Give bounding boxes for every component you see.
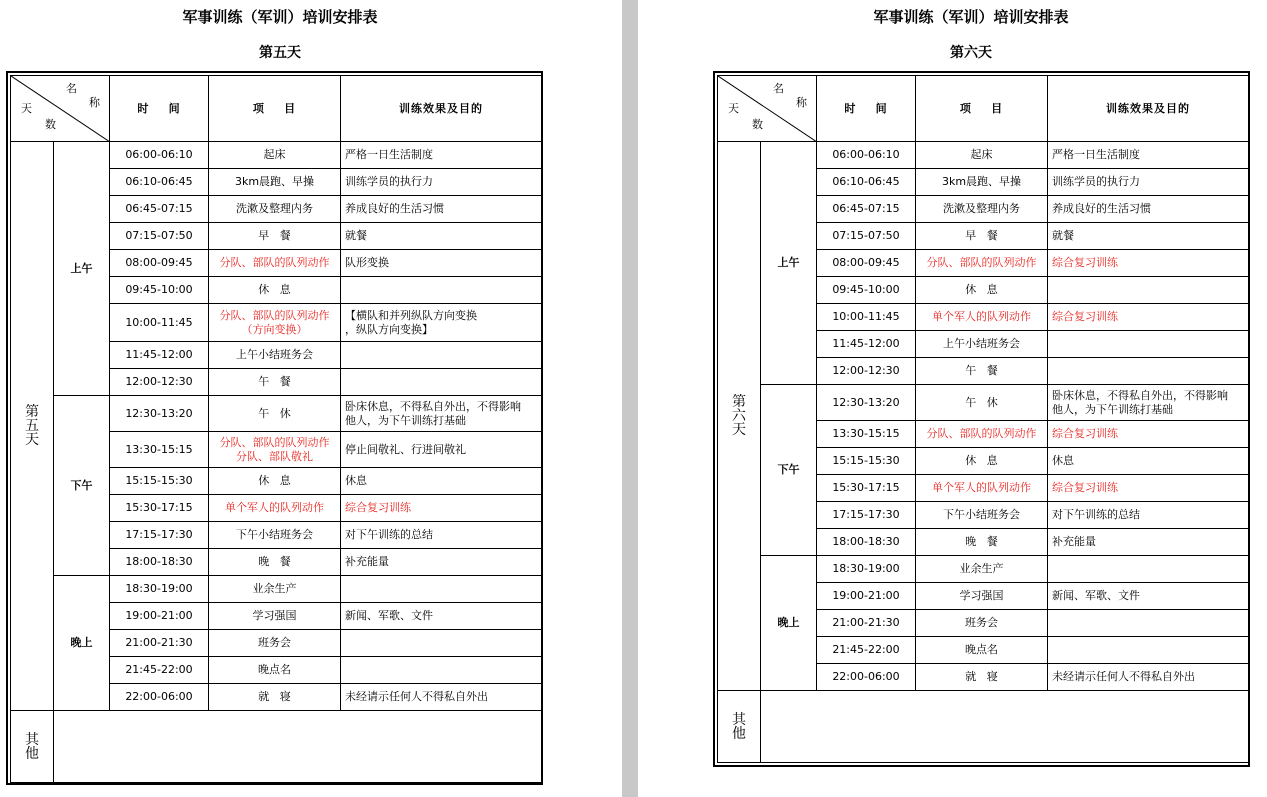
item-cell: 晚点名 <box>209 657 341 684</box>
item-cell: 午 休 <box>916 385 1048 421</box>
effect-cell: 严格一日生活制度 <box>341 142 542 169</box>
time-cell: 09:45-10:00 <box>817 277 916 304</box>
day-label: 第 五 天 <box>11 142 54 711</box>
time-cell: 21:45-22:00 <box>817 637 916 664</box>
time-cell: 22:00-06:00 <box>110 684 209 711</box>
effect-cell: 对下午训练的总结 <box>1048 502 1249 529</box>
document-title: 军事训练（军训）培训安排表 <box>182 8 378 26</box>
effect-cell: 未经请示任何人不得私自外出 <box>1048 664 1249 691</box>
schedule-table <box>10 75 542 783</box>
period-evening: 晚上 <box>54 576 110 711</box>
time-cell: 06:00-06:10 <box>110 142 209 169</box>
item-cell: 晚点名 <box>916 637 1048 664</box>
time-cell: 07:15-07:50 <box>817 223 916 250</box>
time-cell: 08:00-09:45 <box>817 250 916 277</box>
item-cell: 学习强国 <box>916 583 1048 610</box>
header-time: 时 间 <box>817 76 916 142</box>
effect-cell <box>1048 556 1249 583</box>
header-time: 时 间 <box>110 76 209 142</box>
effect-cell: 综合复习训练 <box>341 495 542 522</box>
item-cell: 晚 餐 <box>209 549 341 576</box>
effect-cell: 休息 <box>1048 448 1249 475</box>
item-cell: 单个军人的队列动作 <box>209 495 341 522</box>
effect-cell: 对下午训练的总结 <box>341 522 542 549</box>
effect-cell: 严格一日生活制度 <box>1048 142 1249 169</box>
time-cell: 12:30-13:20 <box>817 385 916 421</box>
effect-cell: 【横队和并列纵队方向变换 ，纵队方向变换】 <box>341 304 542 342</box>
time-cell: 21:45-22:00 <box>110 657 209 684</box>
time-cell: 11:45-12:00 <box>817 331 916 358</box>
effect-cell: 补充能量 <box>341 549 542 576</box>
time-cell: 08:00-09:45 <box>110 250 209 277</box>
item-cell: 起床 <box>916 142 1048 169</box>
item-cell: 休 息 <box>916 277 1048 304</box>
time-cell: 06:10-06:45 <box>110 169 209 196</box>
item-cell: 分队、部队的队列动作 （方向变换） <box>209 304 341 342</box>
corner-label-tian: 天 <box>728 102 739 115</box>
header-effect: 训练效果及目的 <box>1048 76 1249 142</box>
item-cell: 班务会 <box>209 630 341 657</box>
document-title: 军事训练（军训）培训安排表 <box>873 8 1069 26</box>
schedule-table-frame <box>6 71 543 785</box>
item-cell: 早 餐 <box>916 223 1048 250</box>
time-cell: 17:15-17:30 <box>817 502 916 529</box>
item-cell: 分队、部队的队列动作 <box>916 421 1048 448</box>
header-item: 项 目 <box>916 76 1048 142</box>
effect-cell <box>341 630 542 657</box>
effect-cell: 新闻、军歌、文件 <box>341 603 542 630</box>
effect-cell <box>341 277 542 304</box>
time-cell: 15:30-17:15 <box>110 495 209 522</box>
time-cell: 17:15-17:30 <box>110 522 209 549</box>
effect-cell: 综合复习训练 <box>1048 304 1249 331</box>
time-cell: 09:45-10:00 <box>110 277 209 304</box>
time-cell: 18:30-19:00 <box>110 576 209 603</box>
item-cell: 洗漱及整理内务 <box>916 196 1048 223</box>
corner-label-shu: 数 <box>752 118 763 131</box>
item-cell: 分队、部队的队列动作 分队、部队敬礼 <box>209 432 341 468</box>
item-cell: 下午小结班务会 <box>209 522 341 549</box>
corner-label-cheng: 称 <box>796 96 807 109</box>
day-title: 第六天 <box>950 45 992 61</box>
effect-cell <box>1048 277 1249 304</box>
time-cell: 15:15-15:30 <box>110 468 209 495</box>
time-cell: 18:00-18:30 <box>110 549 209 576</box>
item-cell: 晚 餐 <box>916 529 1048 556</box>
header-effect: 训练效果及目的 <box>341 76 542 142</box>
time-cell: 18:30-19:00 <box>817 556 916 583</box>
effect-cell: 队形变换 <box>341 250 542 277</box>
corner-label-shu: 数 <box>45 118 56 131</box>
item-cell: 午 休 <box>209 396 341 432</box>
effect-cell: 就餐 <box>341 223 542 250</box>
item-cell: 业余生产 <box>209 576 341 603</box>
effect-cell: 停止间敬礼、行进间敬礼 <box>341 432 542 468</box>
effect-cell: 卧床休息，不得私自外出，不得影响 他人，为下午训练打基础 <box>341 396 542 432</box>
effect-cell: 卧床休息，不得私自外出，不得影响 他人，为下午训练打基础 <box>1048 385 1249 421</box>
item-cell: 单个军人的队列动作 <box>916 475 1048 502</box>
time-cell: 06:00-06:10 <box>817 142 916 169</box>
item-cell: 单个军人的队列动作 <box>916 304 1048 331</box>
item-cell: 午 餐 <box>916 358 1048 385</box>
corner-label-tian: 天 <box>21 102 32 115</box>
item-cell: 班务会 <box>916 610 1048 637</box>
item-cell: 休 息 <box>916 448 1048 475</box>
effect-cell: 训练学员的执行力 <box>1048 169 1249 196</box>
page-divider <box>622 0 638 797</box>
effect-cell <box>1048 358 1249 385</box>
corner-label-cheng: 称 <box>89 96 100 109</box>
day-title: 第五天 <box>259 45 301 61</box>
item-cell: 下午小结班务会 <box>916 502 1048 529</box>
item-cell: 上午小结班务会 <box>209 342 341 369</box>
effect-cell <box>341 657 542 684</box>
item-cell: 3km晨跑、早操 <box>916 169 1048 196</box>
item-cell: 起床 <box>209 142 341 169</box>
effect-cell <box>341 576 542 603</box>
time-cell: 06:45-07:15 <box>817 196 916 223</box>
period-evening: 晚上 <box>761 556 817 691</box>
period-afternoon: 下午 <box>54 396 110 576</box>
effect-cell: 就餐 <box>1048 223 1249 250</box>
item-cell: 业余生产 <box>916 556 1048 583</box>
effect-cell <box>341 342 542 369</box>
item-cell: 上午小结班务会 <box>916 331 1048 358</box>
other-label: 其 他 <box>718 691 761 763</box>
effect-cell: 新闻、军歌、文件 <box>1048 583 1249 610</box>
effect-cell: 休息 <box>341 468 542 495</box>
item-cell: 就 寝 <box>916 664 1048 691</box>
period-afternoon: 下午 <box>761 385 817 556</box>
item-cell: 3km晨跑、早操 <box>209 169 341 196</box>
other-content-cell <box>54 711 542 783</box>
effect-cell: 综合复习训练 <box>1048 475 1249 502</box>
time-cell: 07:15-07:50 <box>110 223 209 250</box>
corner-label-name: 名 <box>773 82 784 95</box>
schedule-table-frame <box>713 71 1250 767</box>
effect-cell: 综合复习训练 <box>1048 250 1249 277</box>
time-cell: 15:30-17:15 <box>817 475 916 502</box>
effect-cell <box>341 369 542 396</box>
time-cell: 18:00-18:30 <box>817 529 916 556</box>
item-cell: 休 息 <box>209 468 341 495</box>
time-cell: 21:00-21:30 <box>817 610 916 637</box>
item-cell: 早 餐 <box>209 223 341 250</box>
effect-cell: 补充能量 <box>1048 529 1249 556</box>
day-label: 第 六 天 <box>718 142 761 691</box>
time-cell: 13:30-15:15 <box>817 421 916 448</box>
period-morning: 上午 <box>761 142 817 385</box>
item-cell: 休 息 <box>209 277 341 304</box>
item-cell: 分队、部队的队列动作 <box>916 250 1048 277</box>
time-cell: 19:00-21:00 <box>110 603 209 630</box>
time-cell: 06:45-07:15 <box>110 196 209 223</box>
time-cell: 15:15-15:30 <box>817 448 916 475</box>
item-cell: 就 寝 <box>209 684 341 711</box>
effect-cell <box>1048 610 1249 637</box>
effect-cell: 未经请示任何人不得私自外出 <box>341 684 542 711</box>
time-cell: 13:30-15:15 <box>110 432 209 468</box>
time-cell: 12:00-12:30 <box>110 369 209 396</box>
time-cell: 21:00-21:30 <box>110 630 209 657</box>
header-corner-cell <box>11 76 110 142</box>
header-item: 项 目 <box>209 76 341 142</box>
other-label: 其 他 <box>11 711 54 783</box>
other-content-cell <box>761 691 1249 763</box>
header-corner-cell <box>718 76 817 142</box>
time-cell: 11:45-12:00 <box>110 342 209 369</box>
effect-cell <box>1048 331 1249 358</box>
item-cell: 学习强国 <box>209 603 341 630</box>
item-cell: 午 餐 <box>209 369 341 396</box>
time-cell: 10:00-11:45 <box>110 304 209 342</box>
item-cell: 分队、部队的队列动作 <box>209 250 341 277</box>
schedule-table <box>717 75 1249 763</box>
item-cell: 洗漱及整理内务 <box>209 196 341 223</box>
effect-cell <box>1048 637 1249 664</box>
effect-cell: 养成良好的生活习惯 <box>1048 196 1249 223</box>
corner-label-name: 名 <box>66 82 77 95</box>
time-cell: 12:00-12:30 <box>817 358 916 385</box>
effect-cell: 综合复习训练 <box>1048 421 1249 448</box>
period-morning: 上午 <box>54 142 110 396</box>
time-cell: 06:10-06:45 <box>817 169 916 196</box>
time-cell: 12:30-13:20 <box>110 396 209 432</box>
effect-cell: 养成良好的生活习惯 <box>341 196 542 223</box>
effect-cell: 训练学员的执行力 <box>341 169 542 196</box>
time-cell: 22:00-06:00 <box>817 664 916 691</box>
time-cell: 19:00-21:00 <box>817 583 916 610</box>
time-cell: 10:00-11:45 <box>817 304 916 331</box>
